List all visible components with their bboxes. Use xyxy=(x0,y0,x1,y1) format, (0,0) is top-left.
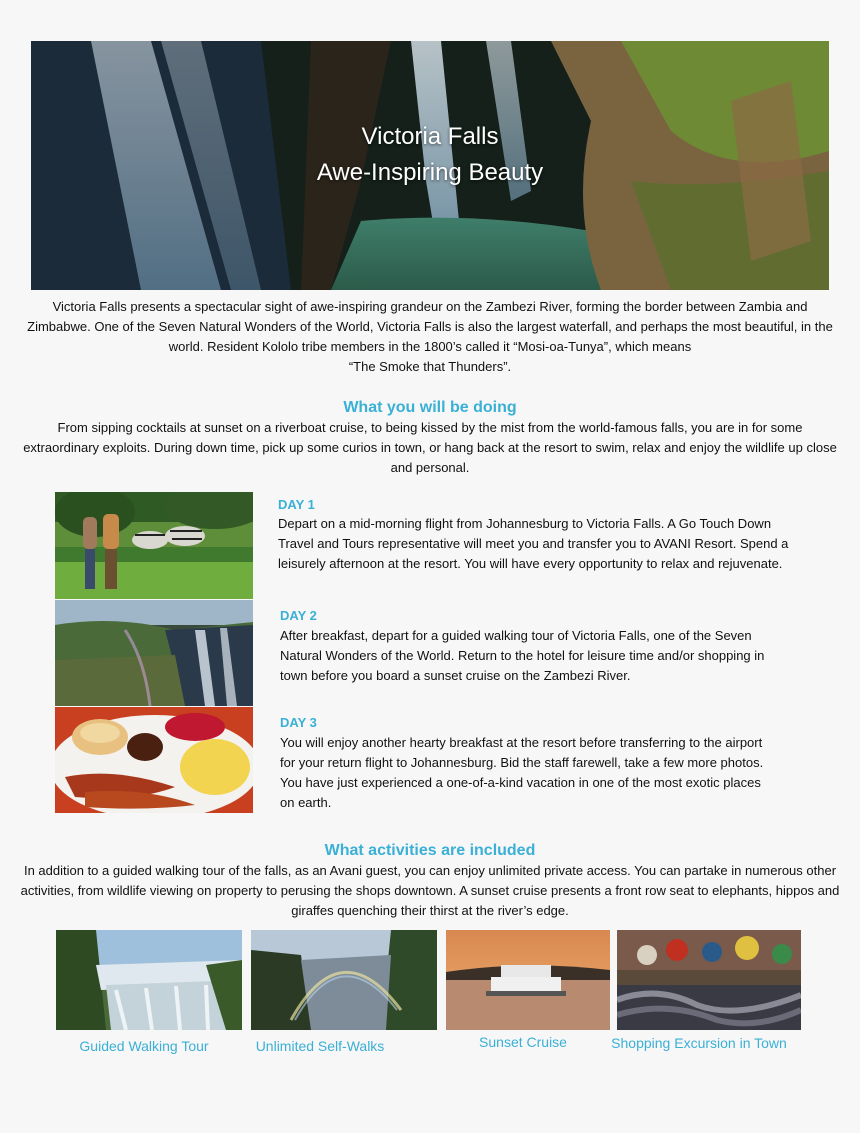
hero-title-line-1: Victoria Falls xyxy=(361,123,499,150)
activity-caption-unlimited-self-walks: Unlimited Self-Walks xyxy=(255,1038,385,1054)
activity-caption-sunset-cruise: Sunset Cruise xyxy=(479,1034,567,1050)
doing-heading: What you will be doing xyxy=(343,399,517,416)
day-1-text: Depart on a mid-morning flight from Johannesburg to Victoria Falls. A Go Touch Down Travel and Tours representative will meet you and transfer you to AVANI Resort. Spend a leisurely afternoon at the resort. You will have every opportunity to relax and rejuvenate. xyxy=(278,516,789,571)
guided-walking-tour-photo xyxy=(56,930,242,1030)
day-2-photo xyxy=(55,600,253,706)
doing-text: From sipping cocktails at sunset on a riverboat cruise, to being kissed by the mist from the world-famous falls, you are in for some extraordinary exploits. During down time, pick up some curios in town, or hang back at the resort to swim, relax and enjoy the wildlife up close and personal. xyxy=(23,420,837,475)
day-3-text: You will enjoy another hearty breakfast at the resort before transferring to the airport for your return flight to Johannesburg. Bid the staff farewell, take a few more photos. You have just experienced a one-of-a-kind vacation in one of the most exotic places on earth. xyxy=(280,735,764,810)
day-3-photo xyxy=(55,707,253,813)
activity-caption-shopping-excursion: Shopping Excursion in Town xyxy=(611,1035,787,1051)
intro-quote: “The Smoke that Thunders”. xyxy=(348,359,512,374)
unlimited-self-walks-photo xyxy=(251,930,437,1030)
intro-text: Victoria Falls presents a spectacular sight of awe-inspiring grandeur on the Zambezi River, forming the border between Zambia and Zimbabwe. One of the Seven Natural Wonders of the World, Victoria Falls is also the largest waterfall, and perhaps the most beautiful, in the world. Resident Kololo tribe members in the 1800’s called it “Mosi-oa-Tunya”, which means xyxy=(27,299,833,354)
activities-text: In addition to a guided walking tour of the falls, as an Avani guest, you can enjoy unlimited private access. You can partake in numerous other activities, from wildlife viewing on property to perusing the shops downtown. A sunset cruise presents a front row seat to elephants, hippos and giraffes quenching their thirst at the river’s edge. xyxy=(20,863,840,918)
sunset-cruise-photo xyxy=(446,930,610,1030)
day-2-text: After breakfast, depart for a guided walking tour of Victoria Falls, one of the Seven Natural Wonders of the World. Return to the hotel for leisure time and/or shopping in town before you board a sunset cruise on the Zambezi River. xyxy=(280,628,765,683)
hero-banner xyxy=(31,41,829,290)
day-1-photo xyxy=(55,492,253,599)
shopping-excursion-photo xyxy=(617,930,801,1030)
activities-heading: What activities are included xyxy=(324,842,536,859)
day-1-label: DAY 1 xyxy=(278,497,315,512)
day-3-label: DAY 3 xyxy=(280,715,317,730)
hero-title-line-2: Awe-Inspiring Beauty xyxy=(316,159,544,186)
hero-title xyxy=(31,119,829,191)
intro-paragraph xyxy=(20,297,840,377)
day-2-label: DAY 2 xyxy=(280,608,317,623)
activity-caption-guided-walking-tour: Guided Walking Tour xyxy=(79,1038,209,1054)
